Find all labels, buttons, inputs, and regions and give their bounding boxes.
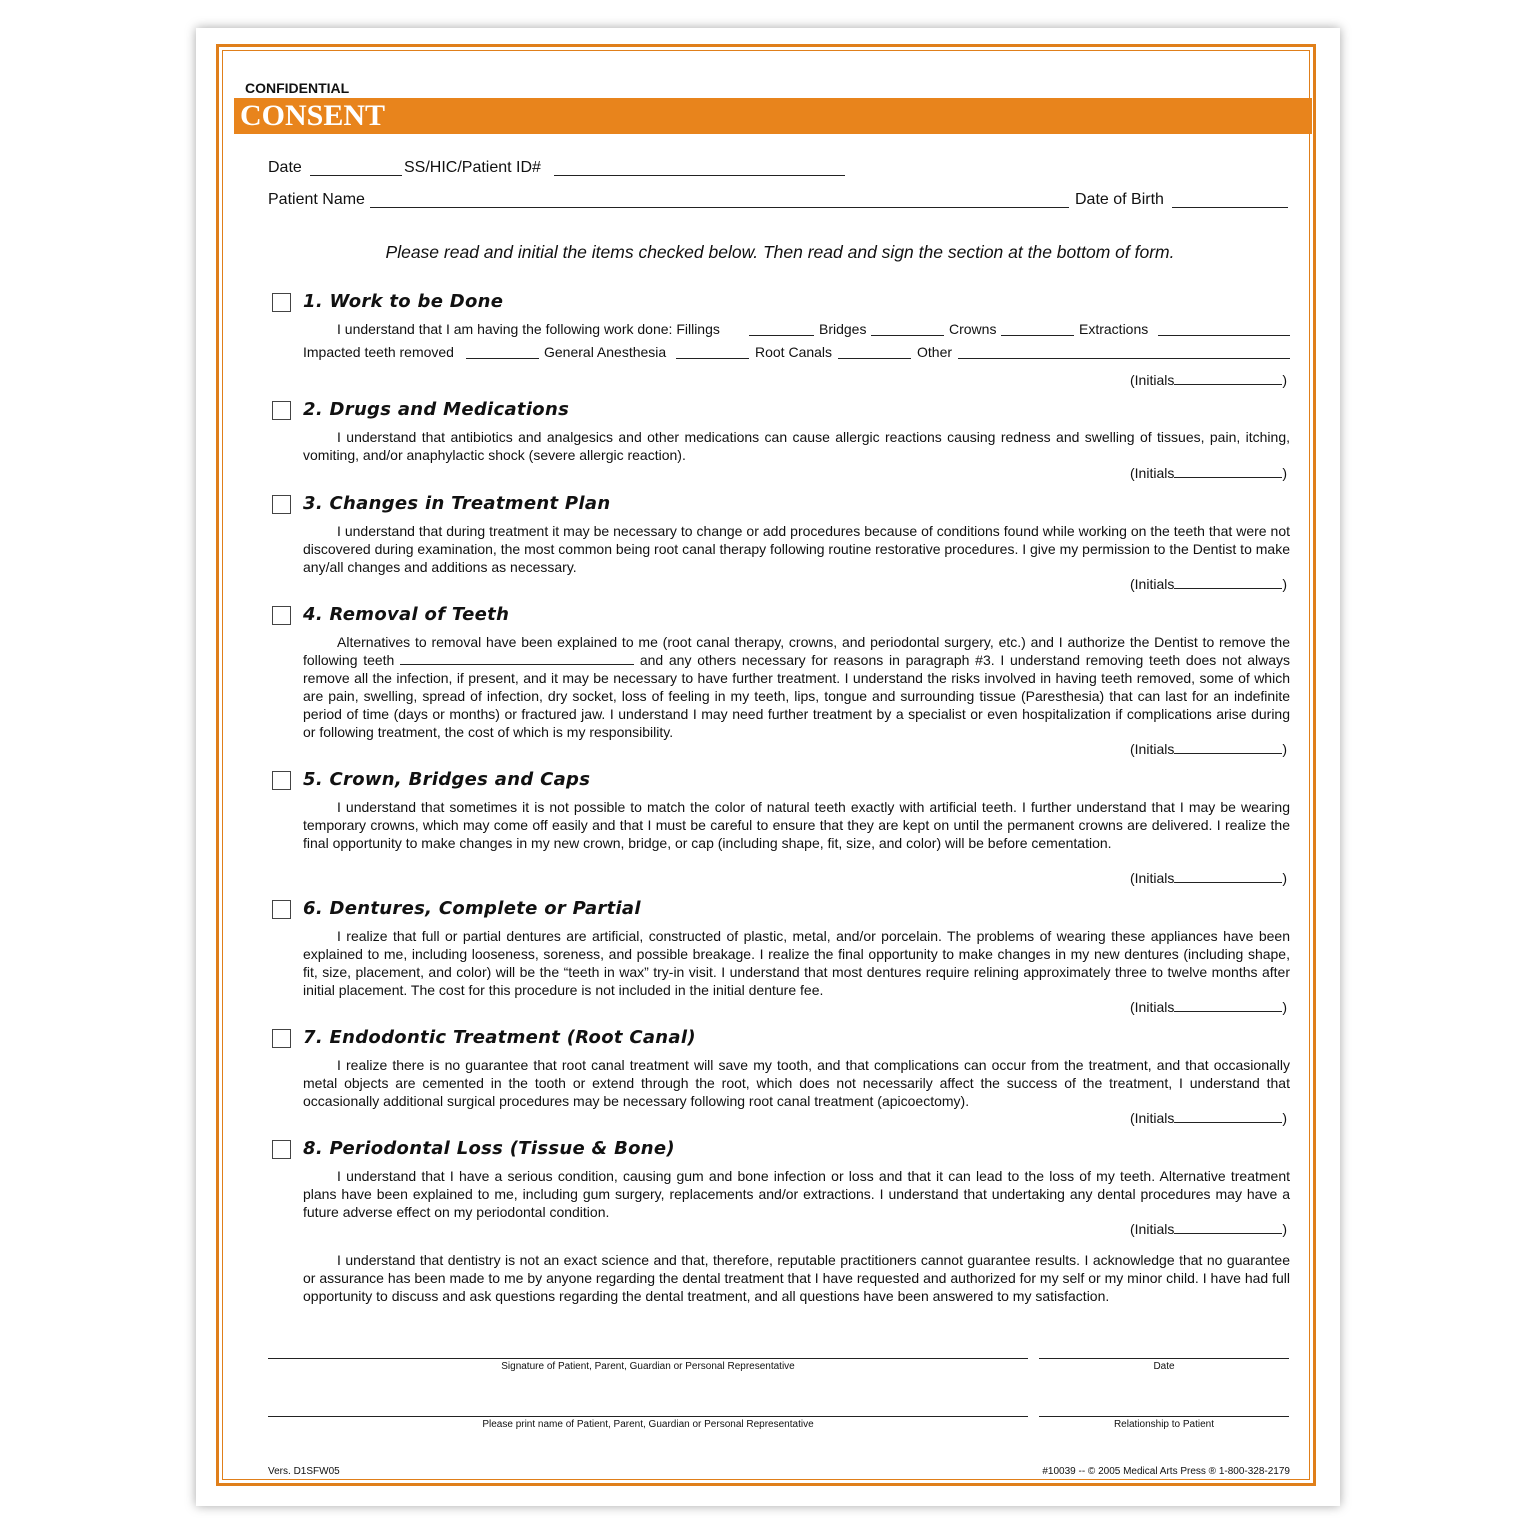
patient-name-field[interactable]	[370, 207, 1069, 208]
initials-label: (Initials	[1130, 465, 1175, 481]
item4-text-b: and any others necessary for reasons in paragraph #3. I understand removing teeth does not always remove all the infection, if present, and it may be necessary to have further treatment. I understand the risks involved in having teeth removed, some of which are pain, swelling, spread of infection, dry socket, loss of feeling in my teeth, lips, tongue and surrounding tissue (Paresthesia) that can last for an indefinite period of time (days or months) or fractured jaw. I understand I may need further treatment by a specialist or even hospitalization if complications arise during or following treatment, the cost of which is my responsibility.	[303, 652, 1290, 740]
dob-label: Date of Birth	[1075, 191, 1164, 208]
root-canals-field[interactable]	[838, 358, 911, 359]
date-label: Date	[268, 159, 302, 176]
initials-close: )	[1282, 870, 1288, 886]
title-banner	[234, 98, 1312, 134]
patient-id-field[interactable]	[554, 175, 845, 176]
item7-text: I realize there is no guarantee that root canal treatment will save my tooth, and that complications can occur from the treatment, and that occasionally metal objects are cemented in the tooth or extend through the root, which does not necessarily affect the success of the treatment, I understand that occasionally additional surgical procedures may be necessary following root canal treatment (apicoectomy).	[303, 1057, 1290, 1109]
initials-label: (Initials	[1130, 576, 1175, 592]
item4-text	[303, 633, 1290, 741]
item7-checkbox[interactable]	[272, 1029, 291, 1048]
relationship-line[interactable]	[1039, 1416, 1289, 1417]
page-title: CONSENT	[240, 99, 386, 132]
item6-initials[interactable]	[1130, 999, 1290, 1015]
item1-checkbox[interactable]	[272, 293, 291, 312]
patient-id-label: SS/HIC/Patient ID#	[404, 159, 541, 176]
initials-label: (Initials	[1130, 741, 1175, 757]
initials-label: (Initials	[1130, 870, 1175, 886]
item2-checkbox[interactable]	[272, 401, 291, 420]
item1-initials[interactable]	[1130, 372, 1290, 388]
signature-label: Signature of Patient, Parent, Guardian or Personal Representative	[501, 1361, 795, 1372]
item3-text: I understand that during treatment it may be necessary to change or add procedures because of conditions found while working on the teeth that were not discovered during examination, the most common being root canal therapy following routine restorative procedures. I give my permission to the Dentist to make any/all changes and additions as necessary.	[303, 523, 1290, 575]
impacted-field[interactable]	[466, 358, 539, 359]
initials-line[interactable]	[1174, 1110, 1282, 1123]
item2-title: 2. Drugs and Medications	[303, 399, 570, 420]
item4-checkbox[interactable]	[272, 606, 291, 625]
extractions-field[interactable]	[1158, 335, 1290, 336]
crowns-field[interactable]	[1001, 335, 1074, 336]
item8-initials[interactable]	[1130, 1221, 1290, 1237]
print-name-line[interactable]	[268, 1416, 1028, 1417]
initials-close: )	[1282, 576, 1288, 592]
item3-initials[interactable]	[1130, 576, 1290, 592]
extractions-label: Extractions	[1079, 321, 1149, 337]
dob-field[interactable]	[1172, 207, 1288, 208]
other-label: Other	[917, 344, 953, 360]
item1-lead: I understand that I am having the following work done: Fillings	[337, 321, 720, 337]
initials-close: )	[1282, 1110, 1288, 1126]
item3-checkbox[interactable]	[272, 495, 291, 514]
root-canals-label: Root Canals	[755, 344, 833, 360]
teeth-field[interactable]	[400, 652, 634, 665]
item3-title: 3. Changes in Treatment Plan	[303, 493, 611, 514]
initials-close: )	[1282, 465, 1288, 481]
item7-title: 7. Endodontic Treatment (Root Canal)	[303, 1027, 696, 1048]
patient-name-label: Patient Name	[268, 191, 365, 208]
item6-checkbox[interactable]	[272, 900, 291, 919]
item6-text: I realize that full or partial dentures are artificial, constructed of plastic, metal, and/or porcelain. The problems of wearing these appliances have been explained to me, including looseness, soreness, and possible breakage. I realize the final opportunity to make changes in my new dentures (including shape, fit, size, placement, and color) will be the “teeth in wax” try-in visit. I understand that most dentures require relining approximately three to twelve months after initial placement. The cost for this procedure is not included in the initial denture fee.	[303, 928, 1290, 998]
signature-date-label: Date	[1153, 1361, 1175, 1372]
initials-line[interactable]	[1174, 741, 1282, 754]
impacted-label: Impacted teeth removed	[303, 344, 454, 360]
item8-title: 8. Periodontal Loss (Tissue & Bone)	[303, 1138, 675, 1159]
date-field[interactable]	[310, 175, 402, 176]
crowns-label: Crowns	[949, 321, 997, 337]
closing-statement: I understand that dentistry is not an exact science and that, therefore, reputable practitioners cannot guarantee results. I acknowledge that no guarantee or assurance has been made to me by anyone regarding the dental treatment that I have requested and authorized for my self or my minor child. I have had full opportunity to discuss and ask questions regarding the dental treatment, and all questions have been answered to my satisfaction.	[303, 1252, 1290, 1304]
initials-line[interactable]	[1174, 372, 1282, 385]
initials-close: )	[1282, 741, 1288, 757]
item5-initials[interactable]	[1130, 870, 1290, 886]
initials-line[interactable]	[1174, 870, 1282, 883]
initials-line[interactable]	[1174, 465, 1282, 478]
bridges-field[interactable]	[871, 335, 944, 336]
item1-title: 1. Work to be Done	[303, 291, 504, 312]
item6-title: 6. Dentures, Complete or Partial	[303, 898, 641, 919]
item5-checkbox[interactable]	[272, 771, 291, 790]
item7-initials[interactable]	[1130, 1110, 1290, 1126]
item2-initials[interactable]	[1130, 465, 1290, 481]
copyright-label: #10039 -- © 2005 Medical Arts Press ® 1-800-328-2179	[1042, 1466, 1290, 1477]
initials-line[interactable]	[1174, 576, 1282, 589]
initials-label: (Initials	[1130, 372, 1175, 388]
instructions: Please read and initial the items checked below. Then read and sign the section at the bottom of form.	[385, 242, 1175, 262]
item4-text-a: Alternatives to removal have been explained to me (root canal therapy, crowns, and periodontal surgery, etc.) and I authorize the Dentist to remove the following teeth	[303, 634, 1290, 668]
initials-line[interactable]	[1174, 999, 1282, 1012]
item8-checkbox[interactable]	[272, 1140, 291, 1159]
item5-title: 5. Crown, Bridges and Caps	[303, 769, 591, 790]
initials-label: (Initials	[1130, 1221, 1175, 1237]
item4-initials[interactable]	[1130, 741, 1290, 757]
item2-text: I understand that antibiotics and analgesics and other medications can cause allergic reactions causing redness and swelling of tissues, pain, itching, vomiting, and/or anaphylactic shock (severe allergic reaction).	[303, 429, 1290, 463]
anesthesia-field[interactable]	[676, 358, 749, 359]
initials-close: )	[1282, 1221, 1288, 1237]
signature-line[interactable]	[268, 1358, 1028, 1359]
initials-close: )	[1282, 372, 1288, 388]
initials-line[interactable]	[1174, 1221, 1282, 1234]
initials-close: )	[1282, 999, 1288, 1015]
confidential-label: CONFIDENTIAL	[245, 80, 350, 96]
item4-title: 4. Removal of Teeth	[303, 604, 510, 625]
print-name-label: Please print name of Patient, Parent, Guardian or Personal Representative	[482, 1419, 814, 1430]
version-label: Vers. D1SFW05	[268, 1466, 340, 1477]
item8-text: I understand that I have a serious condition, causing gum and bone infection or loss and that it can lead to the loss of my teeth. Alternative treatment plans have been explained to me, including gum surgery, replacements and/or extractions. I understand that undertaking any dental procedures may have a future adverse effect on my periodontal condition.	[303, 1168, 1290, 1220]
fillings-field[interactable]	[749, 335, 814, 336]
initials-label: (Initials	[1130, 999, 1175, 1015]
bridges-label: Bridges	[819, 321, 867, 337]
signature-date-line[interactable]	[1039, 1358, 1289, 1359]
anesthesia-label: General Anesthesia	[544, 344, 667, 360]
relationship-label: Relationship to Patient	[1113, 1419, 1215, 1430]
other-field[interactable]	[958, 358, 1290, 359]
item5-text: I understand that sometimes it is not possible to match the color of natural teeth exactly with artificial teeth. I further understand that I may be wearing temporary crowns, which may come off easily and that I must be careful to ensure that they are kept on until the permanent crowns are delivered. I realize the final opportunity to make changes in my new crown, bridge, or cap (including shape, fit, size, and color) will be before cementation.	[303, 799, 1290, 851]
initials-label: (Initials	[1130, 1110, 1175, 1126]
